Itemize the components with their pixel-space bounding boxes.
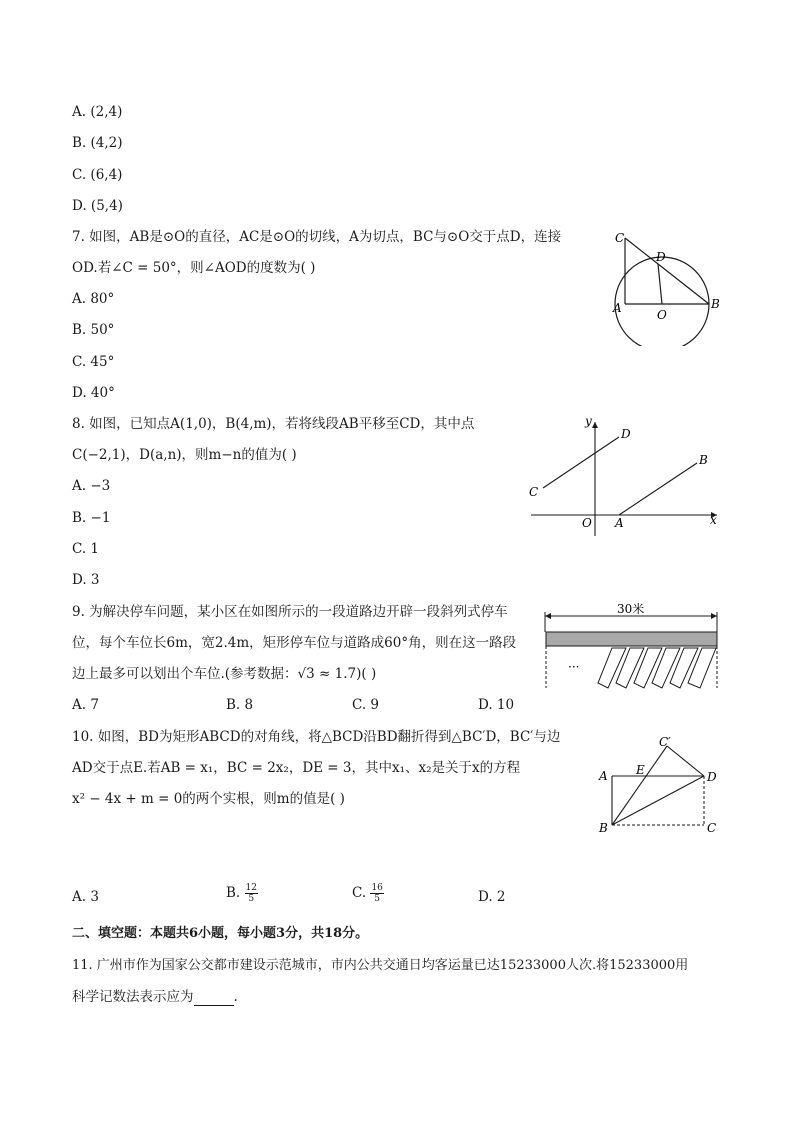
q7-label-a: A (613, 301, 622, 315)
q8-label-b: B (699, 453, 708, 467)
q8-option-b: B. −1 (72, 510, 111, 526)
q9-option-b: B. 8 (226, 697, 254, 713)
q7-figure (605, 228, 725, 346)
q9-figure (540, 598, 725, 690)
q10-stem-line3: x² − 4x + m = 0的两个实根，则m的值是( ) (72, 791, 345, 807)
q8-label-c: C (529, 485, 539, 499)
q10-stem-line1: 10. 如图，BD为矩形ABCD的对角线，将△BCD沿BD翻折得到△BC′D，BC′与边 (72, 729, 561, 745)
q8-figure (525, 412, 725, 540)
q10-option-b: B. $\frac{12}{5}$ (226, 883, 257, 904)
q11-answer-blank[interactable] (194, 991, 234, 1006)
q10-segment-bc-prime (612, 746, 667, 825)
q9-stem-line1: 9. 为解决停车问题，某小区在如图所示的一段道路边开辟一段斜列式停车 (72, 604, 508, 620)
q7-line-cb (625, 238, 709, 304)
q9-ellipsis: ··· (568, 660, 580, 674)
q9-stem-line2: 位，每个车位长6m，宽2.4m，矩形停车位与道路成60°角，则在这一路段 (72, 635, 517, 651)
q7-label-o: O (657, 308, 667, 322)
q8-label-a: A (615, 516, 624, 530)
q8-stem-line1: 8. 如图，已知点A(1,0)，B(4,m)，若将线段AB平移至CD，其中点 (72, 416, 475, 432)
q7-stem-line2: OD.若∠C = 50°，则∠AOD的度数为( ) (72, 260, 316, 276)
q10-label-a: A (599, 769, 608, 783)
q6-option-b: B. (4,2) (72, 135, 123, 151)
q10-option-c: C. $\frac{16}{5}$ (352, 883, 383, 904)
q8-option-d: D. 3 (72, 572, 100, 588)
q10-label-c: C (707, 821, 717, 834)
q9-parking-spaces (598, 648, 716, 688)
q10-label-b: B (599, 821, 608, 834)
q7-segment-od (658, 264, 662, 304)
q11-stem-line1: 11. 广州市作为国家公交都市建设示范城市，市内公共交通日均客运量已达15233000人次.将15233000用 (72, 958, 689, 973)
q7-label-b: B (711, 297, 720, 311)
q7-stem-line1: 7. 如图，AB是⊙O的直径，AC是⊙O的切线，A为切点，BC与⊙O交于点D，连接 (72, 229, 562, 245)
q8-label-d: D (621, 427, 631, 441)
q11-stem-line2: 科学记数法表示应为 . (72, 989, 238, 1005)
q9-length-label: 30米 (617, 602, 645, 616)
q6-option-d: D. (5,4) (72, 198, 123, 214)
q6-option-a: A. (2,4) (72, 104, 123, 120)
q8-segment-ab (619, 463, 697, 515)
q7-option-b: B. 50° (72, 322, 115, 338)
q10-diagonal-bd (612, 776, 704, 825)
q8-y-arrow (592, 422, 598, 428)
q8-stem-line2: C(−2,1)，D(a,n)，则m−n的值为( ) (72, 447, 297, 463)
q7-label-c: C (615, 231, 625, 245)
q10-option-d: D. 2 (478, 889, 506, 905)
section-heading-fill-blank: 二、填空题：本题共6小题，每小题3分，共18分。 (72, 926, 369, 941)
q8-label-o: O (582, 516, 592, 530)
q9-option-c: C. 9 (352, 697, 380, 713)
q9-road (546, 632, 717, 646)
q8-option-c: C. 1 (72, 541, 100, 557)
q10-option-b-fraction: $\frac{12}{5}$ (245, 883, 257, 904)
q6-option-c: C. (6,4) (72, 167, 123, 183)
q8-option-a: A. −3 (72, 478, 111, 494)
q10-stem-line2: AD交于点E.若AB = x₁，BC = 2x₂，DE = 3，其中x₁、x₂是关于x的方程 (72, 760, 521, 776)
q9-option-d: D. 10 (478, 697, 515, 713)
q10-option-a: A. 3 (72, 889, 99, 905)
q8-label-y: y (585, 414, 592, 428)
q10-label-e: E (636, 763, 645, 777)
q7-label-d: D (656, 250, 666, 264)
q7-option-a: A. 80° (72, 291, 115, 307)
q10-segment-c-prime-d (667, 746, 704, 776)
q9-option-a: A. 7 (72, 697, 99, 713)
q10-figure (592, 734, 727, 834)
q8-segment-cd (543, 437, 619, 488)
q10-label-c-prime: C′ (659, 735, 671, 749)
q7-option-d: D. 40° (72, 385, 115, 401)
q9-stem-line3: 边上最多可以划出个车位.(参考数据：√3 ≈ 1.7)( ) (72, 666, 377, 682)
q10-label-d: D (707, 770, 717, 784)
q8-label-x: x (710, 513, 717, 527)
q10-option-c-fraction: $\frac{16}{5}$ (371, 883, 383, 904)
q7-option-c: C. 45° (72, 354, 115, 370)
